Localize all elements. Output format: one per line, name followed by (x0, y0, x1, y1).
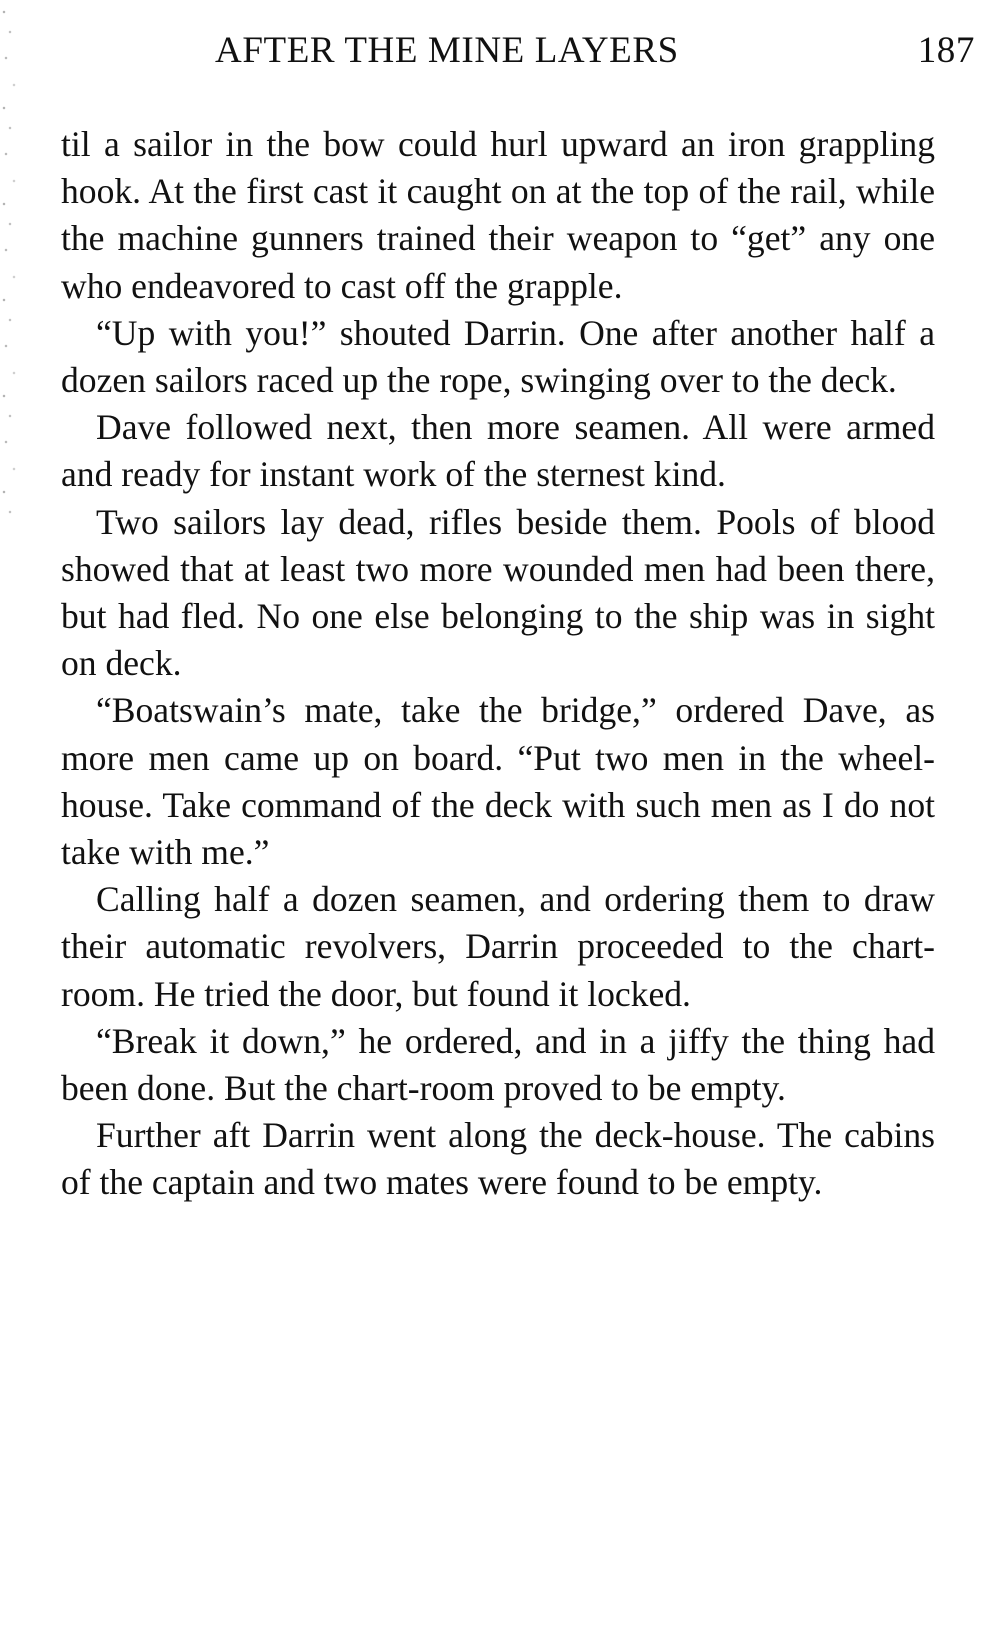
page-number: 187 (917, 30, 975, 71)
paragraph-dave-followed: Dave followed next, then more seamen. All were armed and ready for instant work of the sternest kind. (61, 407, 935, 495)
body-text (61, 121, 935, 1207)
paragraph-continuation: til a sailor in the bow could hurl upward an iron grappling hook. At the first cast it caught on at the top of the rail, while the machine gunners trained their weapon to “get” any one who endeavored to cast off the grapple. (61, 124, 935, 306)
page-header (215, 24, 975, 78)
running-head: AFTER THE MINE LAYERS (215, 30, 679, 71)
paragraph-calling-seamen: Calling half a dozen seamen, and ordering them to draw their automatic revolvers, Darrin proceeded to the chart-room. He tried the door, but found it locked. (61, 879, 935, 1014)
paragraph-boatswains-mate: “Boatswain’s mate, take the bridge,” ordered Dave, as more men came up on board. “Put two men in the wheel-house. Take command of the deck with such men as I do not take with me.” (61, 690, 935, 873)
paragraph-further-aft: Further aft Darrin went along the deck-house. The cabins of the captain and two mates were found to be empty. (61, 1115, 935, 1203)
paragraph-break-it-down: “Break it down,” he ordered, and in a jiffy the thing had been done. But the chart-room proved to be empty. (61, 1020, 935, 1109)
scanned-edge-marks (0, 0, 22, 520)
paragraph-two-sailors: Two sailors lay dead, rifles beside them. Pools of blood showed that at least two more wounded men had been there, but had fled. No one else belonging to the ship was in sight on deck. (61, 501, 935, 684)
paragraph-up-with-you: “Up with you!” shouted Darrin. One after another half a dozen sailors raced up the rope, swinging over to the deck. (61, 312, 935, 401)
